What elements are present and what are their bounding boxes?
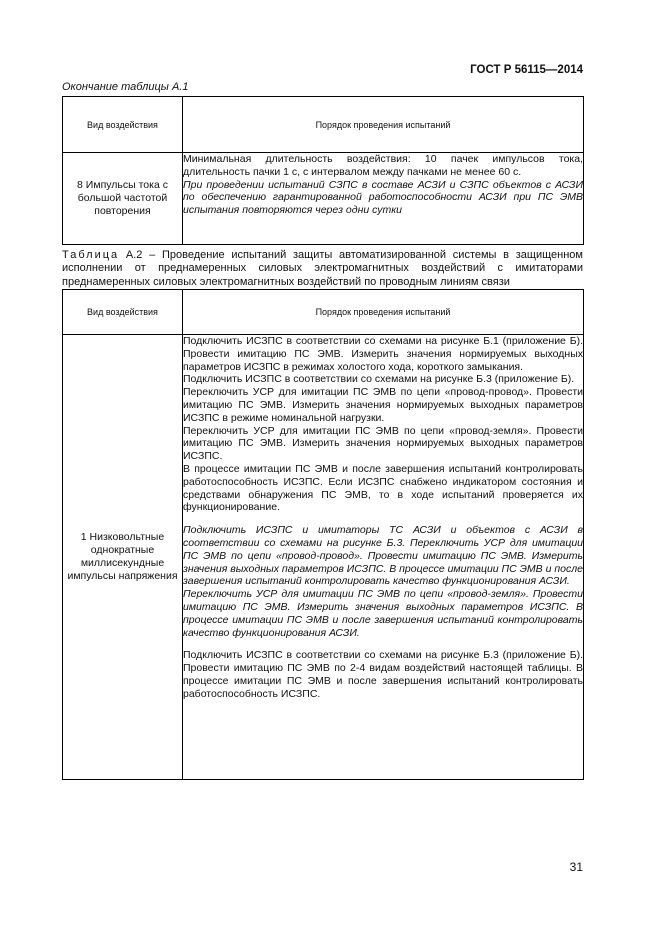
table-a2-header-kind: Вид воздействия <box>63 290 183 335</box>
procedure-paragraph: Подключить ИСЗПС в соответствии со схемами на рисунке Б.3 (приложение Б). Провести имитацию ПС ЭМВ по 2-4 видам воздействий настоящей таблицы. В процессе имитации ПС ЭМВ и после завершения испытаний контролировать работоспособность ИСЗПС. <box>183 649 583 700</box>
table-a1-continuation-caption: Окончание таблицы А.1 <box>62 81 189 93</box>
table-a1-row-8-kind: 8 Импульсы тока с большой частотой повторения <box>63 153 183 245</box>
table-a2-row-1-kind: 1 Низковольтные однократные миллисекундные импульсы напряжения <box>63 335 183 780</box>
procedure-paragraph-italic: Переключить УСР для имитации ПС ЭМВ по цепи «провод-земля». Провести имитацию ПС ЭМВ. Измерить значения выходных параметров ИСЗПС. В процессе имитации ПС ЭМВ и после завершения испытаний контролировать качество функционирования АСЗИ. <box>183 588 583 639</box>
table-a2-caption <box>62 249 583 289</box>
table-a2-header-procedure: Порядок проведения испытаний <box>183 290 584 335</box>
document-code: ГОСТ Р 56115—2014 <box>470 64 583 76</box>
table-a2-title: А.2 – Проведение испытаний защиты автоматизированной системы в защищенном исполнении от преднамеренных силовых электромагнитных воздействий с имитаторами преднамеренных силовых электромагнитных воздействий по проводным линиям связи <box>62 249 583 288</box>
table-a1-header-procedure: Порядок проведения испытаний <box>183 97 584 153</box>
table-a1-row-8-text: Минимальная длительность воздействия: 10 пачек импульсов тока, длительность пачки 1 с, с интервалом между пачками не менее 60 с. <box>183 153 583 178</box>
procedure-paragraph-italic: Подключить ИСЗПС и имитаторы ТС АСЗИ и объектов с АСЗИ в соответствии со схемами на рисунке Б.3. Переключить УСР для имитации ПС ЭМВ по цепи «провод-провод». Провести имитацию ПС ЭМВ. Измерить значения выходных параметров ИСЗПС. В процессе имитации ПС ЭМВ и после завершения испытаний контролировать качество функционирования АСЗИ. <box>183 524 583 588</box>
procedure-paragraph: Переключить УСР для имитации ПС ЭМВ по цепи «провод-провод». Провести имитацию ПС ЭМВ. Измерить значения нормируемых выходных параметров ИСЗПС в режиме номинальной нагрузки. <box>183 386 583 424</box>
table-a1-row-8 <box>63 153 584 245</box>
table-a1-header-row <box>63 97 584 153</box>
table-a1-end <box>62 96 584 245</box>
table-a2-row-1-procedure <box>183 335 584 780</box>
procedure-paragraph: Подключить ИСЗПС в соответствии со схемами на рисунке Б.1 (приложение Б). Провести имитацию ПС ЭМВ. Измерить значения нормируемых выходных параметров ИСЗПС в режимах холостого хода, короткого замыкания. <box>183 335 583 373</box>
procedure-paragraph: Подключить ИСЗПС в соответствии со схемами на рисунке Б.3 (приложение Б). <box>183 373 575 386</box>
table-a1-header-kind: Вид воздействия <box>63 97 183 153</box>
table-a2-header-row <box>63 290 584 335</box>
procedure-paragraph: Переключить УСР для имитации ПС ЭМВ по цепи «провод-земля». Провести имитацию ПС ЭМВ. Измерить значения нормируемых выходных параметров ИСЗПС. <box>183 424 583 463</box>
procedure-paragraph: В процессе имитации ПС ЭМВ и после завершения испытаний контролировать работоспособность ИСЗПС. Если ИСЗПС снабжено индикатором состояния и средствами обнаружения ПС ЭМВ, то в ходе испытаний проверяется их функционирование. <box>183 462 583 514</box>
table-a2-label: Таблица <box>62 249 120 261</box>
table-a1-row-8-note: При проведении испытаний СЗПС в составе АСЗИ и СЗПС объектов с АСЗИ по обеспечению гарантированной работоспособности АСЗИ при ПС ЭМВ испытания повторяются через одни сутки <box>183 178 583 217</box>
table-a2-row-1 <box>63 335 584 780</box>
page-number: 31 <box>569 860 583 874</box>
table-a2 <box>62 289 584 780</box>
table-a1-row-8-procedure <box>183 153 584 245</box>
